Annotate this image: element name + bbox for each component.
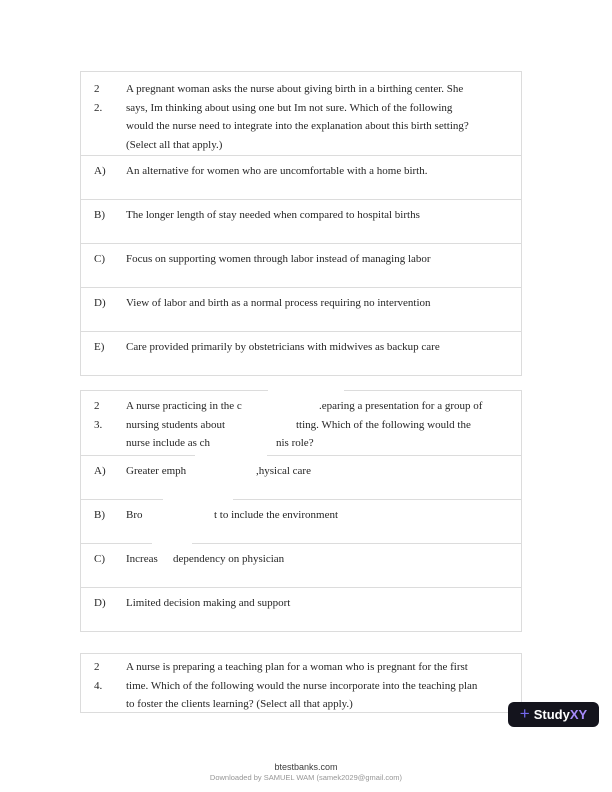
question-24-table (80, 653, 522, 713)
option-label-cell (81, 462, 126, 499)
text-fragment: A nurse practicing in the c (126, 400, 242, 412)
option-label: E) (94, 341, 105, 353)
plus-icon: + (519, 704, 530, 723)
option-text (126, 506, 521, 543)
text-fragment: .eparing a presentation for a group of (319, 400, 483, 412)
question-text (126, 80, 521, 155)
option-text: Limited decision making and support (126, 597, 291, 609)
option-text: Care provided primarily by obstetricians with midwives as backup care (126, 341, 440, 353)
text-fragment: Bro (126, 509, 143, 521)
option-row (81, 455, 521, 499)
question-text-line: (Select all that apply.) (126, 138, 223, 151)
question-text-line (126, 416, 509, 435)
studyxy-wordmark (534, 708, 587, 721)
footer (0, 761, 612, 783)
whiteout-patch (163, 496, 233, 502)
option-row (81, 587, 521, 631)
question-row (81, 72, 521, 155)
text-fragment: Greater emph (126, 465, 187, 477)
footer-download-note: Downloaded by SAMUEL WAM (samek2029@gmail.com) (209, 773, 403, 782)
option-text (126, 462, 521, 499)
studyxy-badge[interactable] (508, 702, 599, 727)
option-row (81, 243, 521, 287)
text-fragment: t to include the environment (214, 509, 339, 521)
option-text: Focus on supporting women through labor instead of managing labor (126, 253, 431, 265)
option-label: A) (94, 165, 106, 177)
question-text-line: A pregnant woman asks the nurse about giving birth in a birthing center. She (126, 83, 464, 95)
whiteout-patch (195, 452, 267, 458)
text-fragment: dependency on physician (173, 553, 285, 565)
question-number-cell (81, 80, 126, 155)
option-row (81, 287, 521, 331)
wordmark-study: Study (533, 707, 570, 722)
question-23-table (80, 390, 522, 632)
option-label: C) (94, 553, 105, 565)
option-label-cell (81, 250, 126, 287)
question-22-table (80, 71, 522, 376)
option-text-line (126, 550, 509, 569)
option-label: A) (94, 465, 106, 477)
text-fragment: Increas (126, 553, 158, 565)
footer-site-link[interactable]: btestbanks.com (274, 762, 338, 772)
option-label: C) (94, 253, 105, 265)
option-label-cell (81, 162, 126, 199)
text-fragment: nurse include as ch (126, 437, 210, 449)
question-text-line: says, Im thinking about using one but Im not sure. Which of the following (126, 101, 453, 114)
question-number-cell (81, 397, 126, 455)
option-row (81, 499, 521, 543)
question-row (81, 654, 521, 712)
question-text (126, 658, 521, 712)
option-text-line (126, 462, 509, 481)
option-row (81, 331, 521, 375)
option-text: The longer length of stay needed when compared to hospital births (126, 209, 420, 221)
text-fragment: nis role? (276, 437, 314, 449)
question-number: 24. (94, 661, 103, 692)
option-label-cell (81, 506, 126, 543)
option-row (81, 543, 521, 587)
question-number-cell (81, 658, 126, 712)
whiteout-patch (152, 540, 192, 546)
question-text-line: to foster the clients learning? (Select all that apply.) (126, 698, 353, 710)
option-label: D) (94, 297, 106, 309)
question-number: 22. (94, 83, 103, 114)
option-label-cell (81, 338, 126, 375)
option-text-line (126, 506, 509, 525)
option-text: View of labor and birth as a normal process requiring no intervention (126, 297, 431, 309)
option-label: D) (94, 597, 106, 609)
option-label-cell (81, 206, 126, 243)
question-text-line (126, 434, 509, 453)
wordmark-xy: XY (569, 707, 588, 722)
option-text: An alternative for women who are uncomfortable with a home birth. (126, 165, 428, 177)
question-text-line: A nurse is preparing a teaching plan for a woman who is pregnant for the first (126, 661, 468, 673)
whiteout-patch (268, 387, 344, 393)
option-label-cell (81, 550, 126, 587)
question-text-line: would the nurse need to integrate into the explanation about this birth setting? (126, 120, 469, 132)
text-fragment: nursing students about (126, 418, 225, 431)
question-row (81, 391, 521, 455)
option-row (81, 155, 521, 199)
option-label: B) (94, 509, 105, 521)
question-text (126, 397, 521, 455)
option-text (126, 550, 521, 587)
option-label-cell (81, 594, 126, 631)
option-label: B) (94, 209, 105, 221)
question-text-line: time. Which of the following would the nurse incorporate into the teaching plan (126, 679, 478, 692)
question-text-line (126, 397, 509, 416)
option-label-cell (81, 294, 126, 331)
text-fragment: ,hysical care (256, 465, 311, 477)
text-fragment: tting. Which of the following would the (296, 418, 471, 431)
option-row (81, 199, 521, 243)
question-number: 23. (94, 400, 103, 431)
